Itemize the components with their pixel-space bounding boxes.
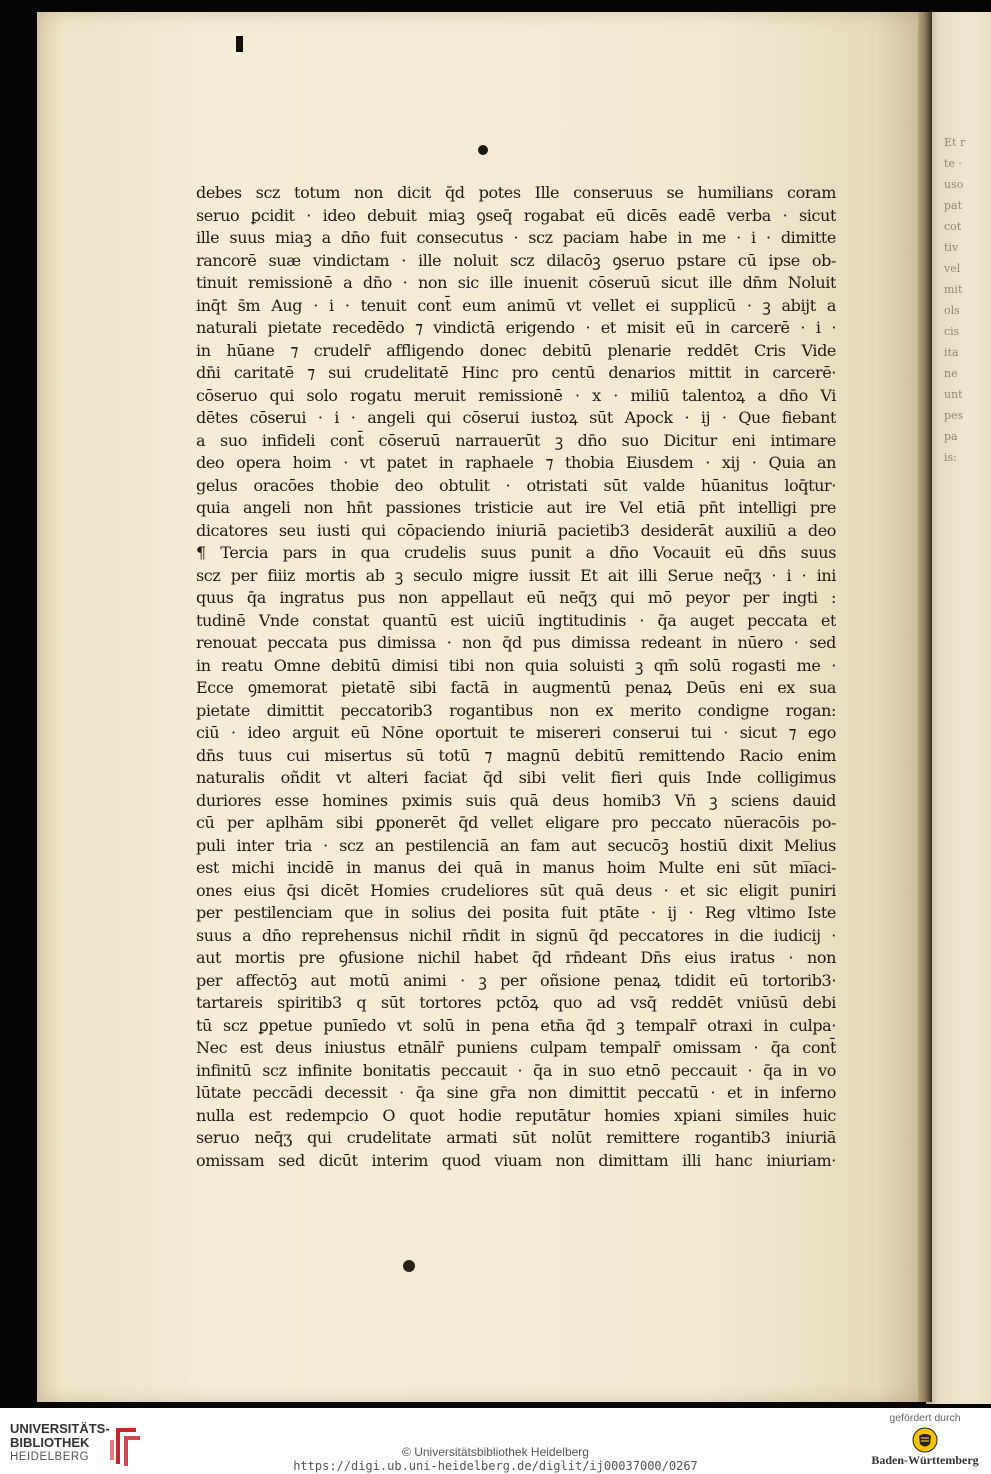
viewer-footer: [0, 1408, 991, 1474]
text-line: tinuit remissionē a dn̄o · non sic ille inuenit cōseruū sicut ille dn̄m Noluit: [196, 273, 836, 292]
printed-text-block: [196, 182, 836, 1172]
text-line: suus a dn̄o reprehensus nichil rn̄dit in signū q̄d peccatores in die iudicij ·: [196, 925, 836, 945]
text-line: inq̄t s̄m Aug · i · tenuit cont̄ eum animū vt vellet ei supplicū · ꝫ abijt a: [196, 295, 836, 315]
adjacent-page-fragment: pat: [944, 199, 963, 212]
adjacent-page-text: [944, 132, 991, 468]
text-line: tartareis spiritib3 q sūt tortores pctōꝝ quo ad vsq̄ reddēt vniūsū debi: [196, 993, 836, 1012]
text-line: infinitū scz infinite bonitatis peccauit · q̄a in suo etnō peccauit · q̄a in vo: [196, 1060, 836, 1080]
funding-label: gefördert durch: [889, 1412, 961, 1424]
text-line: dicatores seu iusti qui cōpaciendo iniuriā pacietib3 desiderāt auxiliū a deo: [196, 520, 836, 540]
text-line: gelus oracōes thobie deo obtulit · otristati sūt valde hūanitus loq̄tur·: [196, 475, 836, 495]
text-line: debes scz totum non dicit q̄d potes Ille conseruus se humilians coram: [196, 183, 836, 202]
adjacent-page-fragment: ne: [944, 367, 958, 380]
text-line: tudinē Vnde constat quantū est uiciū ingtitudinis · q̄a auget peccata et: [196, 610, 836, 630]
copyright-notice: © Universitätsbibliothek Heidelberg: [402, 1445, 589, 1459]
text-line: dn̄i caritatē ⁊ sui crudelitatē Hinc pro centū denarios mittit in carcerē·: [196, 363, 836, 382]
funding-credit: [866, 1412, 984, 1468]
adjacent-page-fragment: is:: [944, 451, 957, 464]
adjacent-page-fragment: pes: [944, 409, 964, 422]
adjacent-page-fragment: vel: [944, 262, 961, 275]
text-line: lūtate peccādi decessit · q̄a sine gr̄a non dimittit peccatū · et in inferno: [196, 1083, 836, 1102]
text-line: in reatu Omne debitū dimisi tibi non quia soluisti ꝫ qm̄ solū rogasti me ·: [196, 655, 836, 675]
adjacent-page-fragment: unt: [944, 388, 963, 401]
text-line: cōseruo qui solo rogatu meruit remissionē · x · miliū talentoꝝ a dn̄o Vi: [196, 385, 836, 405]
text-line: scz per fiiiz mortis ab ꝫ seculo migre iussit Et ait illi Serue neq̄ʒ · i · ini: [196, 565, 836, 585]
ink-dot-top: [478, 145, 488, 155]
text-line: dētes cōserui · i · angeli qui cōserui iustoꝝ sūt Apock · ij · Que fiebant: [196, 408, 836, 427]
text-line: ones eius q̄si dicēt Homies crudeliores sūt quā deus · et sic eligit puniri: [196, 880, 836, 900]
adjacent-page-fragment: cot: [944, 220, 962, 233]
text-line: quia angeli non hn̄t passiones tristicie aut ire Vel etiā pn̄t intelligi pre: [196, 498, 836, 517]
text-line: ille suus miaꝫ a dn̄o fuit consecutus · scz paciam habe in me · i · dimitte: [196, 228, 836, 247]
text-line: cū per aplhām sibi ꝑponerēt q̄d vellet eligare pro peccato nūeracōis po-: [196, 813, 836, 832]
adjacent-page-fragment: cis: [944, 325, 960, 338]
text-line: nulla est redempcio O quot hodie reputātur homies xpiani similes huic: [196, 1105, 836, 1125]
text-line: Nec est deus iniustus etnālr̄ puniens culpam tempalr̄ omissam · q̄a cont̄: [196, 1038, 836, 1057]
text-line: seruo neq̄ʒ qui crudelitate armati sūt nolūt remittere rogantib3 iniuriā: [196, 1128, 836, 1147]
text-line: dn̄s tuus cui misertus sū totū ⁊ magnū debitū remittendo Racio enim: [196, 745, 836, 765]
text-line: renouat peccata pus dimissa · non q̄d pus dimissa redeant in nūero · sed: [196, 633, 836, 652]
adjacent-page-fragment: Et r: [944, 136, 966, 149]
adjacent-page-fragment: te ·: [944, 157, 962, 170]
adjacent-page-fragment: ita: [944, 346, 959, 359]
text-line: aut mortis pre ꝯfusione nichil habet q̄d rn̄deant Dn̄s eius iratus · non: [196, 948, 836, 967]
text-line: puli inter tria · scz an pestilenciā an fam aut secucōꝫ hostiū dixit Melius: [196, 835, 836, 855]
library-name-line1: UNIVERSITÄTS-: [10, 1421, 110, 1436]
permalink[interactable]: https://digi.ub.uni-heidelberg.de/diglit/ij00037000/0267: [293, 1459, 698, 1473]
ink-dot-bottom: [403, 1260, 415, 1272]
text-line: ciū · ideo arguit eū Nōne oportuit te misereri conserui tui · sicut ⁊ ego: [196, 723, 836, 742]
library-name-line2: BIBLIOTHEK: [10, 1435, 90, 1450]
text-line: seruo ꝑcidit · ideo debuit miaꝫ ꝯseq̄ rogabat eū dicēs eadē verba · sicut: [196, 205, 836, 225]
text-line: a suo infideli cont̄ cōseruū narrauerūt ꝫ dn̄o suo Dicitur eni intimare: [196, 430, 836, 450]
text-line: tū scz ꝑpetue punīedo vt solū in pena etn̄a q̄d ꝫ tempalr̄ otraxi in culpa·: [196, 1015, 836, 1035]
text-line: naturalis oñdit vt alteri faciat q̄d sibi velit fieri quis Inde colligimus: [196, 768, 836, 787]
adjacent-page-fragment: pa: [944, 430, 958, 443]
text-line: rancorē suæ vindictam · ille noluit scz dilacōꝫ ꝯseruo pstare cū ipse ob-: [196, 250, 836, 270]
text-line: pietate dimittit peccatorib3 rogantibus non ex merito condigne rogan:: [196, 700, 836, 720]
text-line: Ecce ꝯmemorat pietatē sibi factā in augmentū penaꝝ Deūs eni ex sua: [196, 678, 836, 697]
adjacent-page-fragment: uso: [944, 178, 964, 191]
page-tab-mark: [236, 36, 243, 52]
text-line: ¶ Tercia pars in qua crudelis suus punit a dn̄o Vocauit eū dn̄s suus: [196, 543, 836, 562]
library-city: HEIDELBERG: [10, 1451, 90, 1463]
funding-name: Baden-Württemberg: [871, 1453, 979, 1467]
text-line: duriores esse homines pximis suis quā deus homib3 Vn̄ ꝫ sciens dauid: [196, 790, 836, 810]
adjacent-page-fragment: tiv: [944, 241, 959, 254]
adjacent-page-fragment: ols: [944, 304, 960, 317]
text-line: in hūane ⁊ crudelr̄ affligendo donec debitū plenarie reddēt Cris Vide: [196, 340, 836, 360]
adjacent-page: [926, 12, 991, 1404]
text-line: per affectōꝫ aut motū animi · ꝫ per oñsione penaꝝ tdidit eū tortorib3·: [196, 970, 836, 990]
text-line: per pestilenciam que in solius dei posita fuit ptāte · ij · Reg vltimo Iste: [196, 903, 836, 922]
text-line: naturali pietate recedēdo ⁊ vindictā erigendo · et misit eū in carcerē · i ·: [196, 318, 836, 337]
adjacent-page-fragment: mit: [944, 283, 963, 296]
text-line: deo opera hoim · vt patet in raphaele ⁊ thobia Eiusdem · xij · Quia an: [196, 453, 836, 472]
state-coat-of-arms-icon: [912, 1427, 938, 1453]
text-line: est michi incidē in manus dei quā in manus hoim Multe eni sūt mi̅aci-: [196, 858, 836, 877]
text-line: quus q̄a ingratus pus non appellaut eū neq̄ʒ qui mō peyor per ingti :: [196, 588, 836, 607]
gutter-shadow: [918, 12, 932, 1402]
text-line: omissam sed dicūt interim quod viuam non dimittam illi hanc iniuriam·: [196, 1150, 836, 1170]
